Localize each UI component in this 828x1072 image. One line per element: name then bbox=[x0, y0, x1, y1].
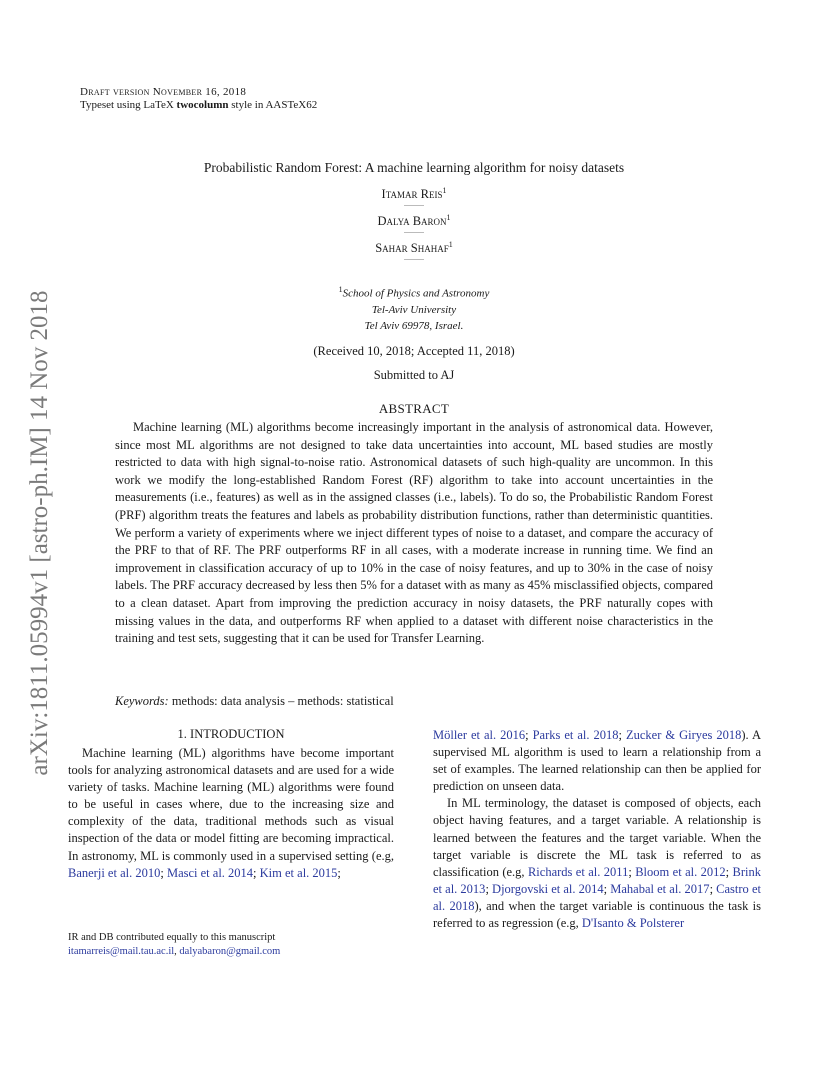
keywords-text: methods: data analysis – methods: statistical bbox=[168, 694, 394, 708]
footnote-emails bbox=[68, 945, 398, 959]
citation-link[interactable]: Zucker & Giryes 2018 bbox=[625, 728, 742, 742]
typeset-bold: twocolumn bbox=[176, 99, 229, 111]
citation-link[interactable]: Djorgovski et al. 2014 bbox=[492, 881, 604, 896]
column-left bbox=[68, 745, 394, 882]
citation-link[interactable]: D'Isanto & Polsterer bbox=[581, 916, 685, 931]
affiliation-line-2: Tel-Aviv University bbox=[371, 303, 457, 316]
keywords bbox=[115, 694, 394, 709]
arxiv-identifier: arXiv:1811.05994v1 [astro-ph.IM] 14 Nov 2018 bbox=[26, 290, 53, 776]
running-header bbox=[80, 86, 317, 112]
section-heading-introduction: 1. INTRODUCTION bbox=[177, 727, 285, 741]
author-divider bbox=[404, 232, 424, 233]
submitted-to: Submitted to AJ bbox=[373, 368, 455, 382]
citation-link[interactable]: Möller et al. 2016 bbox=[433, 728, 526, 742]
footnote bbox=[68, 931, 398, 959]
affiliation-line-1 bbox=[0, 282, 828, 302]
intro-paragraph-1-cont: Möller et al. 2016; Parks et al. 2018; Zucker & Giryes 2018). A supervised ML algorithm is used to learn a relationship from a set of examples. The learned relationship can then be applied for prediction on unseen data. bbox=[433, 728, 761, 794]
received-accepted: (Received 10, 2018; Accepted 11, 2018) bbox=[313, 344, 515, 358]
affil-mark: 1 bbox=[338, 285, 343, 294]
citation-link[interactable]: Kim et al. 2015 bbox=[259, 865, 338, 880]
author-1 bbox=[0, 186, 828, 202]
draft-version: Draft version November 16, 2018 bbox=[80, 86, 247, 98]
typeset-suffix: style in AASTeX62 bbox=[228, 99, 318, 111]
author-divider bbox=[404, 205, 424, 206]
keywords-label: Keywords: bbox=[115, 694, 169, 708]
intro-paragraph-2: In ML terminology, the dataset is composed of objects, each object having features, and a target variable. A relationship is learned between the features and the target variable. When the target variable is discrete the ML task is referred to as classification (e.g, Richards et al. 2011; Bloom et al. 2012; Brink et al. 2013; Djorgovski et al. 2014; Mahabal et al. 2017; Castro et al. 2018), and when the target variable is continuous the task is referred to as regression (e.g, D'Isanto & Polsterer bbox=[433, 796, 762, 931]
citation-link[interactable]: Brink et al. 2013 bbox=[433, 864, 762, 896]
affiliation-line-3: Tel Aviv 69978, Israel. bbox=[364, 319, 464, 332]
paragraph-text: ). A supervised ML algorithm is used to learn a relationship from a set of examples. The learned relationship can then be applied for prediction on unseen data. bbox=[433, 728, 761, 794]
citation-link[interactable]: Parks et al. 2018 bbox=[532, 728, 619, 742]
citation-link[interactable]: Masci et al. 2014 bbox=[166, 865, 254, 880]
email-separator: , bbox=[174, 946, 180, 957]
author-2 bbox=[0, 213, 828, 229]
intro-paragraph-1: Machine learning (ML) algorithms have become important tools for analyzing astronomical datasets and are used for a wide variety of tasks. Machine learning (ML) algorithms were found to be useful in cases where, due to the increasing size and complexity of the data, traditional methods such as visual inspection of the data or model fitting are becoming impractical. In astronomy, ML is commonly used in a supervised setting (e.g, Banerji et al. 2010; Masci et al. 2014; Kim et al. 2015; bbox=[68, 746, 394, 880]
author-divider bbox=[404, 259, 424, 260]
abstract-heading: ABSTRACT bbox=[378, 401, 450, 416]
citation-link[interactable]: Castro et al. 2018 bbox=[433, 881, 761, 913]
footnote-contribution: IR and DB contributed equally to this manuscript bbox=[68, 932, 276, 943]
affil-text: School of Physics and Astronomy bbox=[342, 287, 490, 300]
typeset-line bbox=[80, 99, 317, 112]
latex-logo: LaTeX bbox=[143, 99, 174, 111]
email-link[interactable]: itamarreis@mail.tau.ac.il bbox=[68, 946, 175, 957]
paragraph-text: Machine learning (ML) algorithms have become important tools for analyzing astronomical datasets and are used for a wide variety of tasks. Machine learning (ML) algorithms were found to be useful in cases where, due to the increasing size and complexity of the data, traditional methods such as visual inspection of the data or model fitting are becoming impractical. In astronomy, ML is commonly used in a supervised setting (e.g, bbox=[68, 746, 394, 863]
author-name: Dalya Baron bbox=[377, 214, 447, 229]
author-name: Sahar Shahaf bbox=[375, 241, 449, 256]
author-3 bbox=[0, 240, 828, 256]
affiliation bbox=[0, 282, 828, 334]
paragraph-text: ), and when the target variable is continuous the task is referred to as regression (e.g, bbox=[433, 898, 761, 931]
citation-link[interactable]: Bloom et al. 2012 bbox=[635, 864, 726, 879]
column-right bbox=[433, 727, 761, 932]
citation-link[interactable]: Mahabal et al. 2017 bbox=[610, 881, 710, 896]
arxiv-sidebar bbox=[22, 258, 58, 808]
author-name: Itamar Reis bbox=[381, 187, 443, 202]
author-affil-mark: 1 bbox=[446, 213, 451, 222]
citation-link[interactable]: Richards et al. 2011 bbox=[527, 864, 629, 879]
paragraph-text: In ML terminology, the dataset is composed of objects, each object having features, and a target variable. A relationship is learned between the features and the target variable. When the target variable is discrete the ML task is referred to as classification (e.g, bbox=[433, 796, 761, 879]
author-affil-mark: 1 bbox=[448, 240, 453, 249]
paper-title: Probabilistic Random Forest: A machine learning algorithm for noisy datasets bbox=[203, 160, 625, 175]
abstract-body: Machine learning (ML) algorithms become increasingly important in the analysis of astronomical data. However, since most ML algorithms are not designed to take data uncertainties into account, ML based studies are mostly restricted to data with high signal-to-noise ratio. Astronomical datasets of such high-quality are uncommon. In this work we modify the long-established Random Forest (RF) algorithm to take into account uncertainties in the measurements (i.e., features) as well as in the assigned classes (i.e., labels). To do so, the Probabilistic Random Forest (PRF) algorithm treats the features and labels as probability distribution functions, rather than deterministic quantities. We perform a variety of experiments where we inject different types of noise to a dataset, and compare the accuracy of the PRF to that of RF. The PRF outperforms RF in all cases, with a moderate increase in running time. We find an improvement in classification accuracy of up to 10% in the case of noisy features, and up to 30% in the case of noisy labels. The PRF accuracy decreased by less then 5% for a dataset with as many as 45% misclassified objects, compared to a clean dataset. Apart from improving the prediction accuracy in noisy datasets, the PRF naturally copes with missing values in the data, and outperforms RF when applied to a dataset with different noise characteristics in the training and test sets, suggesting that it can be used for Transfer Learning. bbox=[115, 420, 713, 646]
email-link[interactable]: dalyabaron@gmail.com bbox=[179, 946, 281, 957]
typeset-prefix: Typeset using bbox=[80, 99, 144, 111]
author-affil-mark: 1 bbox=[442, 186, 447, 195]
citation-link[interactable]: Banerji et al. 2010 bbox=[68, 865, 161, 880]
